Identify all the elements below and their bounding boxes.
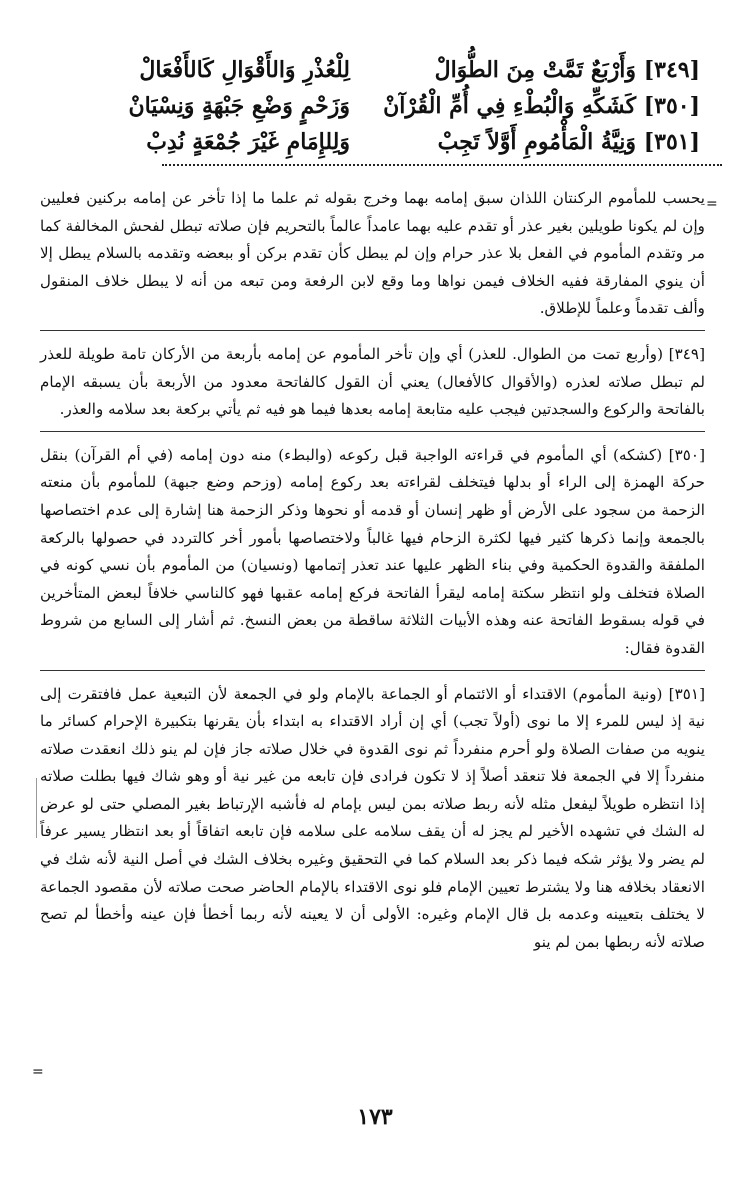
commentary-paragraph: [٣٤٩] (وأربع تمت من الطوال. للعذر) أي وإن تأخر المأموم عن إمامه بأربعة من الأركان تامة طويلة للعذر لم تبطل صلاته لعذره (والأقوال كالأفعال) يعني أن القول كالفاتحة معدود من الأربعة بأن يسبقه الإمام بالفاتحة والركوع والسجدتين فيجب عليه متابعة إمامه بعدها فيما هو فيه ثم يأتي بركعة بعد سلامه والعذر.: [40, 344, 705, 419]
verse-first-hemistich: [٣٥٠] كَشَكِّهِ وَالْبُطْءِ فِي أُمِّ الْقُرْآنْ: [383, 93, 700, 119]
verse-second-hemistich: وَزَحْمٍ وَضْعِ جَبْهَةٍ وَنِسْيَانْ: [128, 93, 350, 119]
page-number: ١٧٣: [357, 1104, 393, 1130]
continuation-mark: =: [32, 1064, 44, 1080]
dotted-divider: [162, 164, 722, 166]
commentary-paragraph: [٣٥٠] (كشكه) أي المأموم في قراءته الواجبة قبل ركوعه (والبطء) منه دون إمامه (في أم القرآن) بنقل حركة الهمزة إلى الراء أو بدلها فيتخلف لقراءته بعد ركوع إمامه (وزحم وضع جبهة) للمأموم بأن منعته الزحمة من سجود على الأرض أو ظهر إنسان أو قدمه أو نحوها وذكر الزحمة هنا إشارة إلى عدم اختصاصها بالجمعة وإنما ذكرها كثير فيها لكثرة الزحام فيها غالباً ولاختصاصها بأمور أخر كالتردد في حصولها بالركعة الملفقة والقدوة الحكمية وفي بناء الظهر عليها عند تعذر إتمامها (ونسيان) من المأموم بأن نسي كونه في الصلاة فتخلف ولو انتظر سكتة إمامه ليقرأ الفاتحة فركع إمامه عقبها فهو كالناسي خلافاً لبعض المتأخرين في قوله بسقوط الفاتحة عنه وهذه الأبيات الثلاثة ساقطة من بعض النسخ. ثم أشار إلى السابع من شروط القدوة فقال:: [40, 445, 705, 657]
commentary-paragraph: يحسب للمأموم الركنتان اللذان سبق إمامه بهما وخرج بقوله ثم علما ما إذا تأخر عن إمامه بركنين فعليين وإن لم يكونا طويلين بغير عذر أو تقدم عليه بهما عامداً عالماً بالتحريم فإن صلاته تبطل لفحش المخالفة كما مر وتقدم المأموم في الفعل بلا عذر حرام وإن لم يبطل كأن تقدم بركن أو ببعضه وتقدمه بالسلام يبطل إلا أن ينوي المفارقة ففيه الخلاف فيمن نواها وما وقع لابن الرفعة ومن تبعه من أنه لا يبطل خلاف المنقول وألف تقدماً وعلماً للإطلاق.: [40, 189, 705, 318]
margin-mark: [36, 778, 37, 838]
verse-first-hemistich: [٣٤٩] وَأَرْبَعٌ تَمَّتْ مِنَ الطُّوَالْ: [434, 57, 700, 83]
verse-row: [50, 124, 700, 160]
commentary-paragraph: [٣٥١] (ونية المأموم) الاقتداء أو الائتمام أو الجماعة بالإمام ولو في الجمعة لأن التبعية عمل فافتقرت إلى نية إذ ليس للمرء إلا ما نوى (أولاً تجب) أي إن أراد الاقتداء به ابتداء بأن يقرنها بتكبيرة الإحرام كسائر ما ينويه من صفات الصلاة ولو أحرم منفرداً ثم نوى القدوة في خلال صلاته جاز فإن لم ينو ذلك انعقدت صلاته منفرداً إلا في الجمعة فلا تنعقد أصلاً إذ لا تكون فرادى فإن تابعه من غير نية أو وهو شاك فيها بطلت صلاته إذا انتظره طويلاً ليفعل مثله لأنه ربط صلاته بمن ليس بإمام له فأشبه الإرتباط بغير المصلي حتى لو عرض له الشك في تشهده الأخير لم يجز له أن يقف سلامه على سلامه فإن تابعه اتفاقاً أو بعد انتظار يسير عرفاً لم يضر ولا يؤثر شكه فيما ذكر بعد السلام كما في التحقيق وغيره بخلاف الشك في أصل النية لأنه شك في الانعقاد بخلافه هنا ولا يشترط تعيين الإمام فلو نوى الاقتداء بالإمام الحاضر صحت صلاته لأن مقصود الجماعة لا يختلف بتعيينه وعدمه بل قال الإمام وغيره: الأولى أن لا يعينه لأنه ربما أخطأ فإن عينه وأخطأ لم تصح صلاته لأنه ربطها بمن لم ينو: [40, 684, 705, 951]
poem-verses: [50, 52, 700, 160]
verse-second-hemistich: لِلْعُذْرِ وَالأَقْوَالِ كَالأَفْعَالْ: [139, 57, 350, 83]
verse-first-hemistich: [٣٥١] وَنِيَّةُ الْمَأْمُومِ أَوَّلاً تَجِبْ: [437, 129, 700, 155]
paragraph-separator: [40, 431, 705, 432]
paragraph-separator: [40, 330, 705, 331]
verse-row: [50, 88, 700, 124]
verse-second-hemistich: وَلِلإِمَامِ غَيْرَ جُمْعَةٍ نُدِبْ: [146, 129, 350, 155]
paragraph-separator: [40, 670, 705, 671]
commentary-body: [40, 185, 705, 956]
continuation-mark: =: [706, 196, 718, 212]
verse-row: [50, 52, 700, 88]
